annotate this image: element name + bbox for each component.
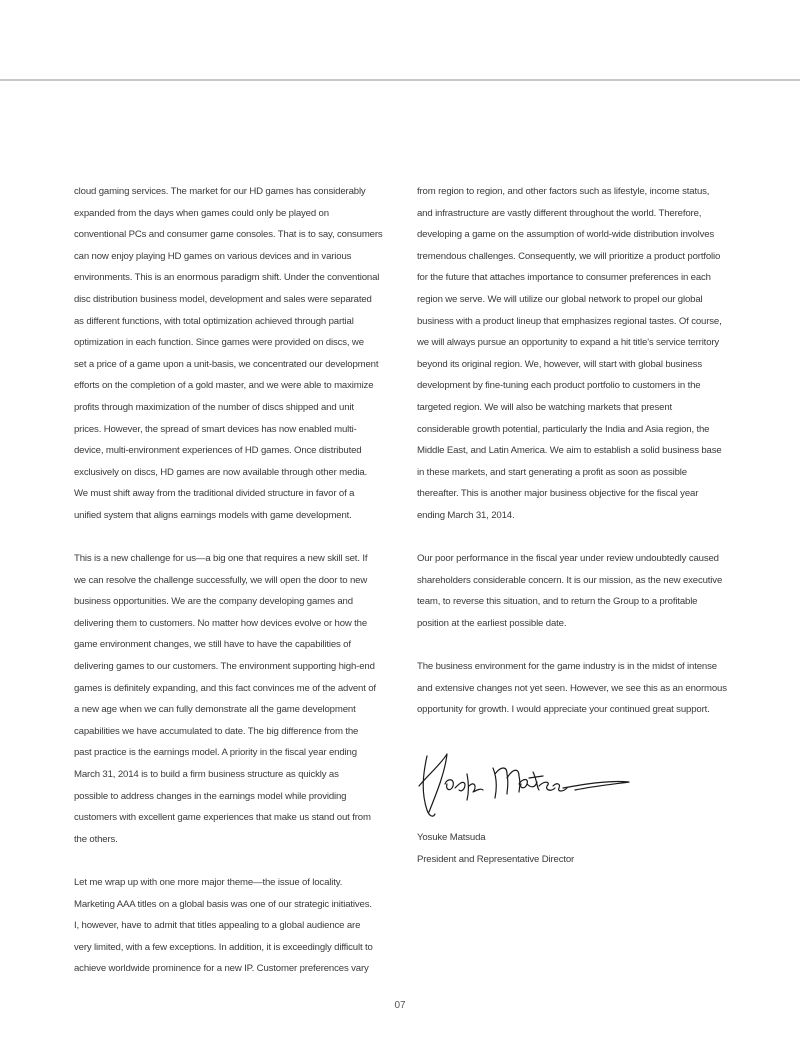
paragraph — [74, 872, 390, 980]
text-line: past practice is the earnings model. A priority in the fiscal year ending — [74, 747, 357, 759]
header-rule — [0, 79, 800, 81]
text-line: achieve worldwide prominence for a new IP. Customer preferences vary — [74, 963, 369, 975]
text-line: considerable growth potential, particularly the India and Asia region, the — [417, 423, 710, 435]
text-line: delivering games to our customers. The environment supporting high-end — [74, 661, 375, 673]
paragraph-gap — [417, 527, 739, 549]
signatory-name: Yosuke Matsuda — [417, 832, 486, 843]
text-line: Middle East, and Latin America. We aim to establish a solid business base — [417, 445, 722, 457]
text-line: shareholders considerable concern. It is our mission, as the new executive — [417, 574, 723, 586]
text-line: targeted region. We will also be watching markets that present — [417, 401, 673, 413]
text-line: conventional PCs and consumer game consoles. That is to say, consumers — [74, 229, 383, 241]
text-line: device, multi-environment experiences of HD games. Once distributed — [74, 445, 362, 457]
text-line: can now enjoy playing HD games on various devices and in various — [74, 250, 352, 262]
text-line: very limited, with a few exceptions. In addition, it is exceedingly difficult to — [74, 941, 373, 953]
text-line: for the future that attaches importance to consumer preferences in each — [417, 272, 711, 284]
text-line: environments. This is an enormous paradigm shift. Under the conventional — [74, 272, 380, 284]
text-line: team, to reverse this situation, and to return the Group to a profitable — [417, 596, 698, 608]
text-line: March 31, 2014 is to build a firm business structure as quickly as — [74, 769, 339, 781]
text-line: region we serve. We will utilize our global network to propel our global — [417, 293, 703, 305]
text-line: games is definitely expanding, and this fact convinces me of the advent of — [74, 682, 376, 694]
text-line: customers with excellent game experiences that make us stand out from — [74, 812, 371, 824]
text-line: The business environment for the game industry is in the midst of intense — [417, 661, 717, 673]
text-line: efforts on the completion of a gold master, and we were able to maximize — [74, 380, 374, 392]
text-line: Our poor performance in the fiscal year under review undoubtedly caused — [417, 553, 719, 565]
page-number: 07 — [394, 1000, 406, 1011]
text-line: and infrastructure are vastly different throughout the world. Therefore, — [417, 207, 702, 219]
text-line: cloud gaming services. The market for our HD games has considerably — [74, 186, 366, 197]
text-line: expanded from the days when games could only be played on — [74, 207, 329, 219]
paragraph-gap — [74, 850, 390, 872]
text-line: capabilities we have accumulated to date. The big difference from the — [74, 725, 359, 737]
text-line: profits through maximization of the number of discs shipped and unit — [74, 401, 354, 413]
signature-image — [415, 744, 635, 824]
left-column — [74, 181, 390, 980]
text-line: I, however, have to admit that titles appealing to a global audience are — [74, 920, 361, 932]
text-line: and extensive changes not yet seen. However, we see this as an enormous — [417, 682, 727, 694]
text-line: developing a game on the assumption of world-wide distribution involves — [417, 229, 715, 241]
text-line: delivering them to customers. No matter how devices evolve or how the — [74, 617, 368, 629]
paragraph — [74, 181, 390, 527]
text-line: prices. However, the spread of smart devices has now enabled multi- — [74, 423, 357, 435]
text-line: We must shift away from the traditional divided structure in favor of a — [74, 488, 355, 500]
text-line: the others. — [74, 833, 118, 845]
paragraph-gap — [74, 527, 390, 549]
text-line: set a price of a game upon a unit-basis, we concentrated our development — [74, 358, 379, 370]
text-line: business with a product lineup that emphasizes regional tastes. Of course, — [417, 315, 722, 327]
text-line: Marketing AAA titles on a global basis was one of our strategic initiatives. — [74, 898, 372, 910]
paragraph — [417, 548, 739, 634]
text-line: we can resolve the challenge successfully, we will open the door to new — [74, 574, 368, 586]
text-line: in these markets, and start generating a profit as soon as possible — [417, 466, 687, 478]
text-line: we will always pursue an opportunity to expand a hit title's service territory — [417, 337, 720, 349]
text-line: ending March 31, 2014. — [417, 509, 515, 521]
text-line: thereafter. This is another major business objective for the fiscal year — [417, 488, 699, 500]
text-line: beyond its original region. We, however, will start with global business — [417, 358, 702, 370]
text-line: Let me wrap up with one more major theme—the issue of locality. — [74, 877, 343, 888]
paragraph — [417, 181, 739, 527]
text-line: opportunity for growth. I would appreciate your continued great support. — [417, 704, 710, 716]
text-line: business opportunities. We are the company developing games and — [74, 596, 353, 608]
signatory-title: President and Representative Director — [417, 853, 575, 865]
text-line: This is a new challenge for us—a big one that requires a new skill set. If — [74, 553, 368, 565]
text-line: unified system that aligns earnings models with game development. — [74, 509, 352, 521]
paragraph-gap — [417, 634, 739, 656]
signatory-block — [417, 827, 574, 870]
text-line: possible to address changes in the earnings model while providing — [74, 790, 347, 802]
text-line: from region to region, and other factors such as lifestyle, income status, — [417, 186, 710, 197]
text-line: as different functions, with total optimization achieved through partial — [74, 315, 354, 327]
text-line: game environment changes, we still have to have the capabilities of — [74, 639, 351, 651]
paragraph — [74, 548, 390, 850]
text-line: position at the earliest possible date. — [417, 617, 567, 629]
text-line: disc distribution business model, development and sales were separated — [74, 293, 372, 305]
text-line: development by fine-tuning each product portfolio to customers in the — [417, 380, 701, 392]
text-line: a new age when we can fully demonstrate all the game development — [74, 704, 356, 716]
text-line: exclusively on discs, HD games are now available through other media. — [74, 466, 368, 478]
paragraph — [417, 656, 739, 721]
right-column — [417, 181, 739, 721]
text-line: optimization in each function. Since games were provided on discs, we — [74, 337, 364, 349]
text-line: tremendous challenges. Consequently, we will prioritize a product portfolio — [417, 250, 721, 262]
